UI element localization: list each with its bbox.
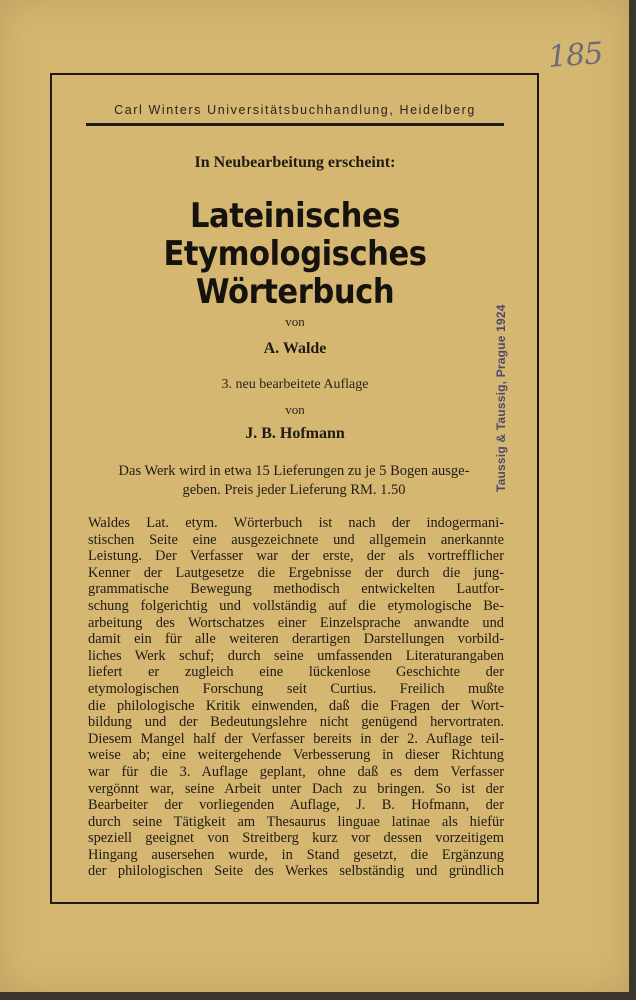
body-line: Diesem Mangel half der Verfasser bereits in der 2. Auflage teil- (88, 730, 504, 747)
body-line: weise ab; eine weitergehende Verbesserung in dieser Richtung (88, 747, 504, 764)
title-line: Etymologisches (163, 234, 427, 274)
delivery-line: Das Werk wird in etwa 15 Lieferungen zu je 5 Bogen ausge- (118, 463, 470, 479)
edition-text: 3. neu bearbeitete Auflage (221, 377, 369, 392)
handwritten-page-number: 185 (546, 36, 604, 75)
body-line: Leistung. Der Verfasser war der erste, der als vortrefflicher (88, 548, 504, 565)
title-line: Lateinisches (189, 196, 400, 236)
body-text (88, 515, 504, 880)
title-line: Wörterbuch (195, 272, 395, 312)
body-line: bildung und der Bedeutungslehre nicht genügend hervortraten. (88, 714, 504, 731)
body-line: etymologischen Forschung seit Curtius. Freilich mußte (88, 680, 504, 697)
body-line: der philologischen Seite des Werkes selbständig und gründlich (88, 863, 504, 880)
book-title (111, 197, 480, 311)
body-line: Bearbeiter der vorliegenden Auflage, J. B. Hofmann, der (88, 797, 504, 814)
body-line: stischen Seite eine ausgezeichnete und allgemein anerkannte (88, 531, 504, 548)
von-text: von (285, 402, 305, 417)
body-line: die philologische Kritik einwenden, daß die Fragen der Wort- (88, 697, 504, 714)
body-line: arbeitung des Wortschatzes einer Einzelsprache anwandte und (88, 614, 504, 631)
body-line: Waldes Lat. etym. Wörterbuch ist nach der indogermani- (88, 515, 504, 531)
delivery-info (84, 462, 504, 500)
body-line: grammatische Bewegung methodisch entwickelten Lautfor- (88, 581, 504, 598)
announcement: In Neubearbeitung erscheint: (194, 154, 396, 171)
body-line: Kenner der Lautgesetze die Ergebnisse der durch die jung- (88, 564, 504, 581)
stamp-text: Taussig & Taussig, Prague 1924 (494, 304, 508, 492)
body-line: damit ein für alle weiteren derartigen Darstellungen vorbild- (88, 631, 504, 648)
delivery-line: geben. Preis jeder Lieferung RM. 1.50 (182, 482, 406, 498)
author-name: A. Walde (263, 340, 327, 357)
editor-name: J. B. Hofmann (245, 425, 345, 442)
body-line: schung folgerichtig und vollständig auf die etymologische Be- (88, 597, 504, 614)
publisher-line: Carl Winters Universitätsbuchhandlung, Heidelberg (114, 103, 476, 117)
body-line: durch seine Tätigkeit am Thesaurus linguae latinae als hiefür (88, 813, 504, 830)
bookseller-stamp (478, 270, 518, 500)
body-line: liches Werk schuf; durch seine umfassenden Literaturangaben (88, 647, 504, 664)
body-line: vergönnt war, seine Arbeit unter Dach zu bringen. So ist der (88, 780, 504, 797)
header-rule (86, 123, 504, 126)
body-line: war für die 3. Auflage geplant, ohne daß es dem Verfasser (88, 763, 504, 780)
body-line: speziell geeignet von Streitberg kurz vor dessen vorzeitigem (88, 830, 504, 847)
von-text: von (285, 314, 305, 329)
body-line: liefert er zugleich eine lückenlose Geschichte der (88, 664, 504, 681)
body-line: Hingang ausersehen wurde, in Stand gesetzt, die Ergänzung (88, 846, 504, 863)
